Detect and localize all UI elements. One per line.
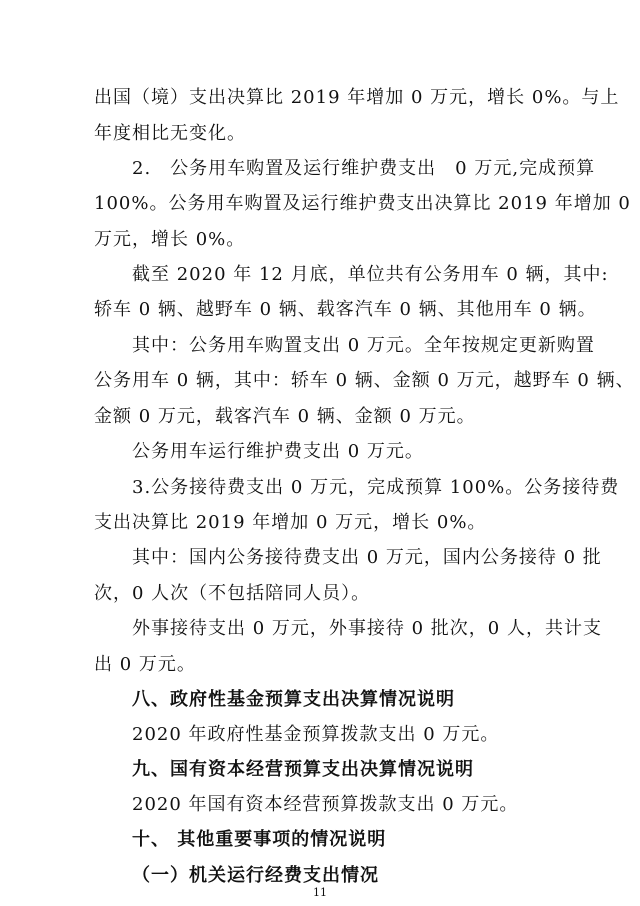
paragraph-line: 其中：公务用车购置支出 0 万元。全年按规定更新购置 bbox=[132, 335, 595, 356]
paragraph-line: 2020 年国有资本经营预算拨款支出 0 万元。 bbox=[132, 794, 519, 815]
page-number: 11 bbox=[313, 886, 327, 899]
paragraph-line: 外事接待支出 0 万元，外事接待 0 批次，0 人，共计支 bbox=[132, 618, 602, 639]
paragraph-line: 出 0 万元。 bbox=[94, 654, 196, 675]
paragraph-line: 2020 年政府性基金预算拨款支出 0 万元。 bbox=[132, 724, 500, 745]
paragraph-line: 轿车 0 辆、越野车 0 辆、载客汽车 0 辆、其他用车 0 辆。 bbox=[94, 299, 597, 320]
paragraph-line: 100%。公务用车购置及运行维护费支出决算比 2019 年增加 0 bbox=[94, 193, 631, 214]
paragraph-line: 公务用车 0 辆，其中：轿车 0 辆、金额 0 万元，越野车 0 辆、 bbox=[94, 370, 635, 391]
paragraph-line: 其中：国内公务接待费支出 0 万元，国内公务接待 0 批 bbox=[132, 547, 602, 568]
section-heading-10: 十、 其他重要事项的情况说明 bbox=[132, 829, 387, 850]
paragraph-line: 金额 0 万元，载客汽车 0 辆、金额 0 万元。 bbox=[94, 406, 476, 427]
paragraph-line: 2. 公务用车购置及运行维护费支出 0 万元,完成预算 bbox=[132, 158, 596, 179]
paragraph-line: 出国（境）支出决算比 2019 年增加 0 万元，增长 0%。与上 bbox=[94, 87, 620, 108]
paragraph-line: 支出决算比 2019 年增加 0 万元，增长 0%。 bbox=[94, 512, 487, 533]
paragraph-line: 公务用车运行维护费支出 0 万元。 bbox=[132, 441, 424, 462]
paragraph-line: 截至 2020 年 12 月底，单位共有公务用车 0 辆，其中: bbox=[132, 264, 609, 285]
paragraph-line: 万元，增长 0%。 bbox=[94, 229, 246, 250]
section-heading-9: 九、国有资本经营预算支出决算情况说明 bbox=[132, 759, 474, 780]
paragraph-line: 3.公务接待费支出 0 万元，完成预算 100%。公务接待费 bbox=[132, 477, 620, 498]
subsection-heading: （一）机关运行经费支出情况 bbox=[132, 865, 379, 886]
paragraph-line: 次，0 人次（不包括陪同人员）。 bbox=[94, 583, 371, 604]
section-heading-8: 八、政府性基金预算支出决算情况说明 bbox=[132, 689, 455, 710]
paragraph-line: 年度相比无变化。 bbox=[94, 123, 246, 144]
